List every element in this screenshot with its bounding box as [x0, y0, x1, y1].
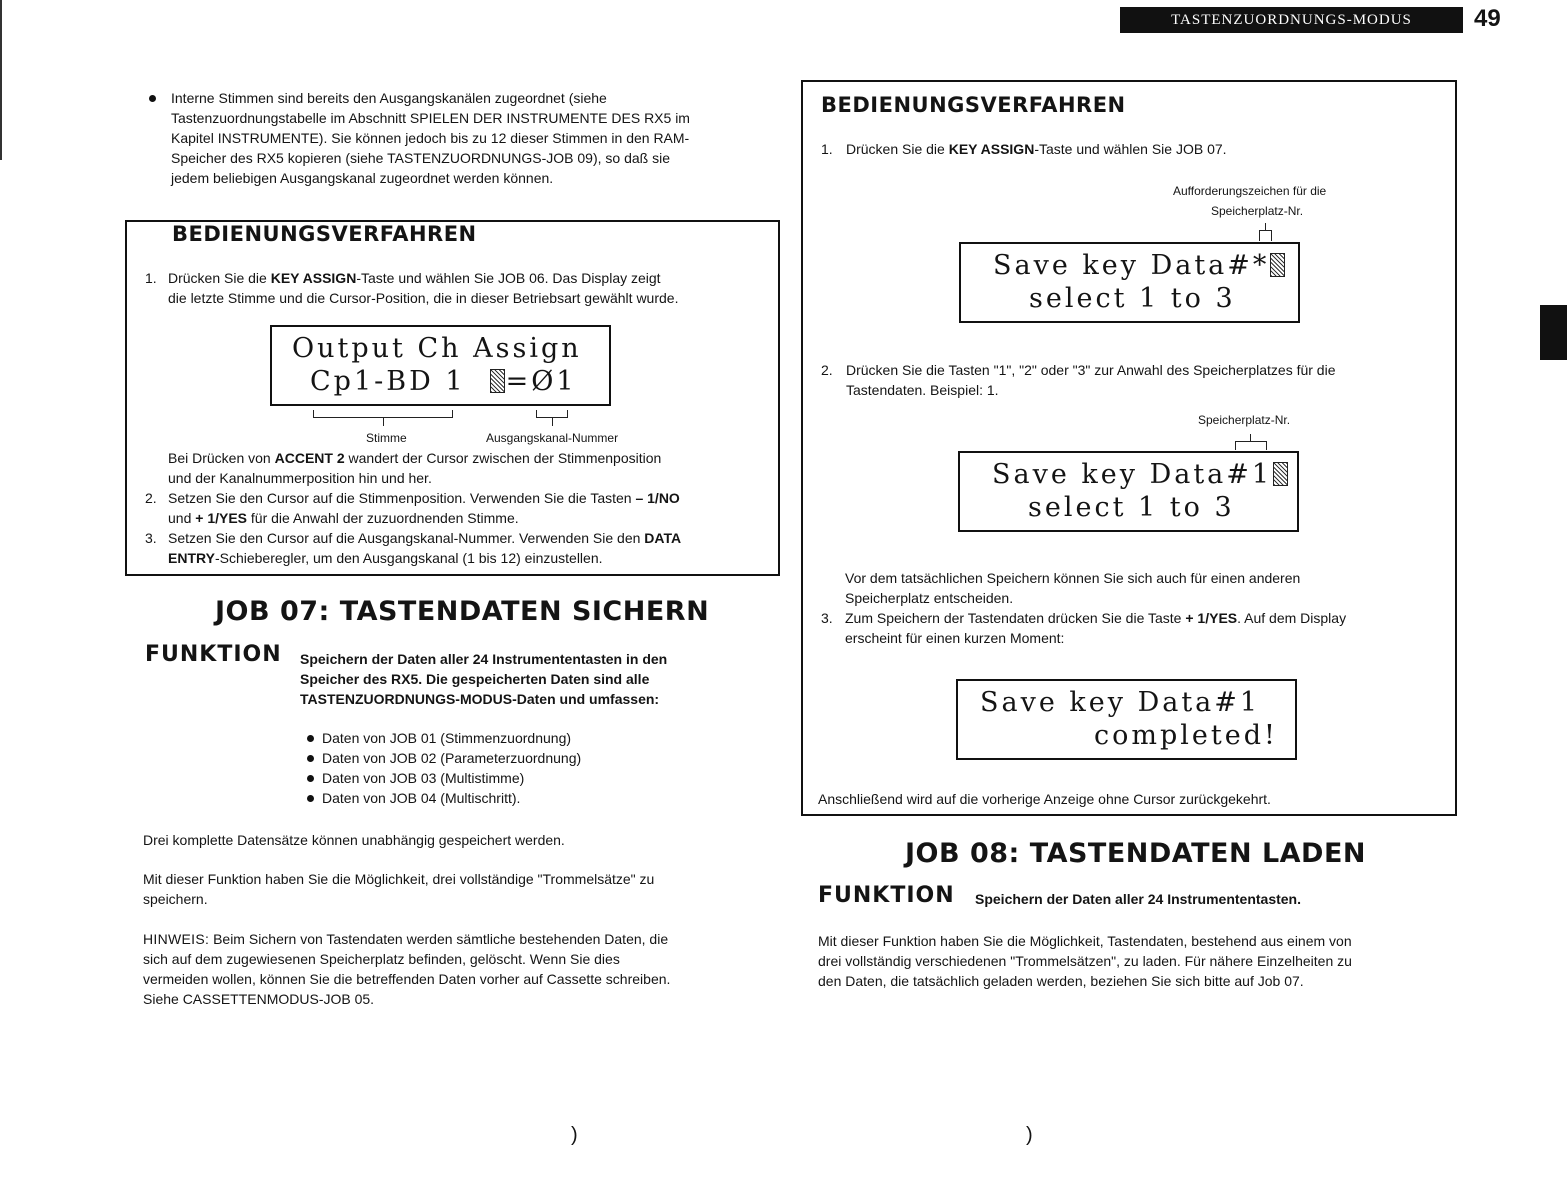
- lcd-save-completed: [956, 679, 1297, 760]
- section-header: TASTENZUORDNUNGS-MODUS: [1120, 7, 1463, 33]
- r-step2-text-line2: Tastendaten. Beispiel: 1.: [846, 382, 999, 398]
- intro-line-3: Kapitel INSTRUMENTE). Sie können jedoch bis zu 12 dieser Stimmen in den RAM-: [171, 130, 690, 146]
- job07-bullet-4: [307, 795, 314, 802]
- job07-para-2-line-2: speichern.: [143, 891, 208, 907]
- job07-funktion-line-1: Speichern der Daten aller 24 Instrumententasten in den: [300, 651, 668, 667]
- annot-prompt-bracket: [1259, 230, 1272, 241]
- job08-funktion-label: FUNKTION: [818, 883, 955, 908]
- job08-para-line-1: Mit dieser Funktion haben Sie die Möglichkeit, Tastendaten, bestehend aus einem von: [818, 933, 1352, 949]
- lcd2-line-1: Save key Data#1: [992, 459, 1289, 490]
- r-step2-number: 2.: [821, 362, 833, 378]
- r-step1-number: 1.: [821, 141, 833, 157]
- step3-text: Setzen Sie den Cursor auf die Ausgangskanal-Nummer. Verwenden Sie den DATA: [168, 530, 682, 546]
- thumb-index-mark: [1540, 305, 1567, 360]
- voice-bracket: [313, 410, 453, 418]
- annot-prompt-line-2: Speicherplatz-Nr.: [1211, 204, 1304, 218]
- procedure-title-right: BEDIENUNGSVERFAHREN: [821, 93, 1126, 117]
- r-step1-text: Drücken Sie die KEY ASSIGN-Taste und wählen Sie JOB 07.: [846, 141, 1227, 157]
- label-voice: Stimme: [366, 431, 407, 445]
- intro-line-5: jedem beliebigen Ausgangskanal zugeordnet werden können.: [171, 170, 554, 186]
- lcd3-line-2: completed!: [1094, 720, 1278, 751]
- job08-title: JOB 08: TASTENDATEN LADEN: [905, 838, 1366, 869]
- hinweis-line-4: Siehe CASSETTENMODUS-JOB 05.: [143, 991, 375, 1007]
- cursor-block-icon: [490, 369, 505, 393]
- r-step3-number: 3.: [821, 610, 833, 626]
- intro-line-1: Interne Stimmen sind bereits den Ausgangskanälen zugeordnet (siehe: [171, 90, 607, 106]
- lcd-output-ch-assign: [270, 325, 611, 406]
- job07-funktion-line-3: TASTENZUORDNUNGS-MODUS-Daten und umfassen:: [300, 691, 660, 707]
- job07-para-1: Drei komplette Datensätze können unabhängig gespeichert werden.: [143, 832, 565, 848]
- channel-bracket: [536, 410, 568, 418]
- r-before-line-2: Speicherplatz entscheiden.: [845, 590, 1014, 606]
- page-number: 49: [1474, 5, 1501, 32]
- r-after-text: Anschließend wird auf die vorherige Anzeige ohne Cursor zurückgekehrt.: [818, 791, 1271, 807]
- intro-line-2: Tastenzuordnungstabelle im Abschnitt SPIELEN DER INSTRUMENTE DES RX5 im: [171, 110, 690, 126]
- hinweis-line-2: sich auf dem zugewiesenen Speicherplatz befinden, gelöscht. Wenn Sie dies: [143, 951, 620, 967]
- step3-text-line2: ENTRY-Schieberegler, um den Ausgangskanal (1 bis 12) einzustellen.: [168, 550, 603, 566]
- intro-line-4: Speicher des RX5 kopieren (siehe TASTENZUORDNUNGS-JOB 09), so daß sie: [171, 150, 670, 166]
- scan-edge: [0, 0, 2, 160]
- step1-number: 1.: [145, 270, 157, 286]
- right-footer-mark: ): [1026, 1124, 1033, 1146]
- job07-para-2-line-1: Mit dieser Funktion haben Sie die Möglichkeit, drei vollständige "Trommelsätze" zu: [143, 871, 655, 887]
- cursor-block-icon: [1270, 253, 1285, 277]
- job08-funktion-text: Speichern der Daten aller 24 Instrumententasten.: [975, 891, 1301, 907]
- r-step3-text-line2: erscheint für einen kurzen Moment:: [845, 630, 1065, 646]
- channel-bracket-stem: [552, 418, 553, 426]
- annot-slot-bracket: [1235, 441, 1267, 450]
- left-footer-mark: ): [571, 1124, 578, 1146]
- lcd2-line-2: select 1 to 3: [1028, 492, 1235, 523]
- job07-title: JOB 07: TASTENDATEN SICHERN: [215, 596, 710, 627]
- step2-text: Setzen Sie den Cursor auf die Stimmenposition. Verwenden Sie die Tasten – 1/NO: [168, 490, 680, 506]
- step2-text-line2: und + 1/YES für die Anwahl der zuzuordnenden Stimme.: [168, 510, 519, 526]
- annot-prompt-bracket-stem: [1265, 223, 1266, 231]
- label-channel: Ausgangskanal-Nummer: [486, 431, 619, 445]
- job07-bullet-text-4: Daten von JOB 04 (Multischritt).: [322, 790, 521, 806]
- step3-number: 3.: [145, 530, 157, 546]
- hinweis-line-3: vermeiden wollen, können Sie die betreffenden Daten vorher auf Cassette schreiben.: [143, 971, 671, 987]
- annot-slot-number: Speicherplatz-Nr.: [1198, 413, 1291, 427]
- job07-bullet-3: [307, 775, 314, 782]
- r-before-line-1: Vor dem tatsächlichen Speichern können Sie sich auch für einen anderen: [845, 570, 1301, 586]
- r-step3-text: Zum Speichern der Tastendaten drücken Sie die Taste + 1/YES. Auf dem Display: [845, 610, 1347, 626]
- lcd-line-1: Output Ch Assign: [292, 333, 582, 364]
- cursor-block-icon: [1273, 462, 1288, 486]
- annot-slot-bracket-stem: [1250, 434, 1251, 442]
- job08-para-line-2: drei vollständig verschiedenen "Trommelsätzen", zu laden. Für nähere Einzelheiten zu: [818, 953, 1352, 969]
- job08-para-line-3: den Daten, die tatsächlich geladen werden, beziehen Sie sich bitte auf Job 07.: [818, 973, 1304, 989]
- job07-bullet-text-1: Daten von JOB 01 (Stimmenzuordnung): [322, 730, 572, 746]
- lcd1-line-2: select 1 to 3: [1029, 283, 1236, 314]
- step2-number: 2.: [145, 490, 157, 506]
- step1-text: Drücken Sie die KEY ASSIGN-Taste und wählen Sie JOB 06. Das Display zeigt: [168, 270, 661, 286]
- job07-funktion-label: FUNKTION: [145, 642, 282, 667]
- job07-bullet-2: [307, 755, 314, 762]
- step1-text-line2: die letzte Stimme und die Cursor-Position, die in dieser Betriebsart gewählt wurde.: [168, 290, 679, 306]
- r-step2-text: Drücken Sie die Tasten "1", "2" oder "3" zur Anwahl des Speicherplatzes für die: [846, 362, 1336, 378]
- hinweis-line-1: HINWEIS: Beim Sichern von Tastendaten werden sämtliche bestehenden Daten, die: [143, 931, 669, 947]
- lcd-save-key-prompt: [959, 242, 1300, 323]
- accent-text: Bei Drücken von ACCENT 2 wandert der Cursor zwischen der Stimmenposition: [168, 450, 662, 466]
- job07-bullet-text-2: Daten von JOB 02 (Parameterzuordnung): [322, 750, 582, 766]
- lcd1-line-1: Save key Data#*: [993, 250, 1286, 281]
- lcd-save-key-slot1: [958, 451, 1299, 532]
- accent-text-line2: und der Kanalnummerposition hin und her.: [168, 470, 432, 486]
- job07-bullet-1: [307, 735, 314, 742]
- procedure-title-left: BEDIENUNGSVERFAHREN: [172, 222, 477, 246]
- job07-funktion-line-2: Speicher des RX5. Die gespeicherten Daten sind alle: [300, 671, 650, 687]
- lcd3-line-1: Save key Data#1: [980, 687, 1261, 718]
- voice-bracket-stem: [383, 418, 384, 426]
- job07-bullet-text-3: Daten von JOB 03 (Multistimme): [322, 770, 525, 786]
- intro-bullet: [149, 95, 156, 102]
- annot-prompt-line-1: Aufforderungszeichen für die: [1173, 184, 1327, 198]
- lcd-line-2: Cp1-BD 1 =Ø1: [310, 366, 577, 397]
